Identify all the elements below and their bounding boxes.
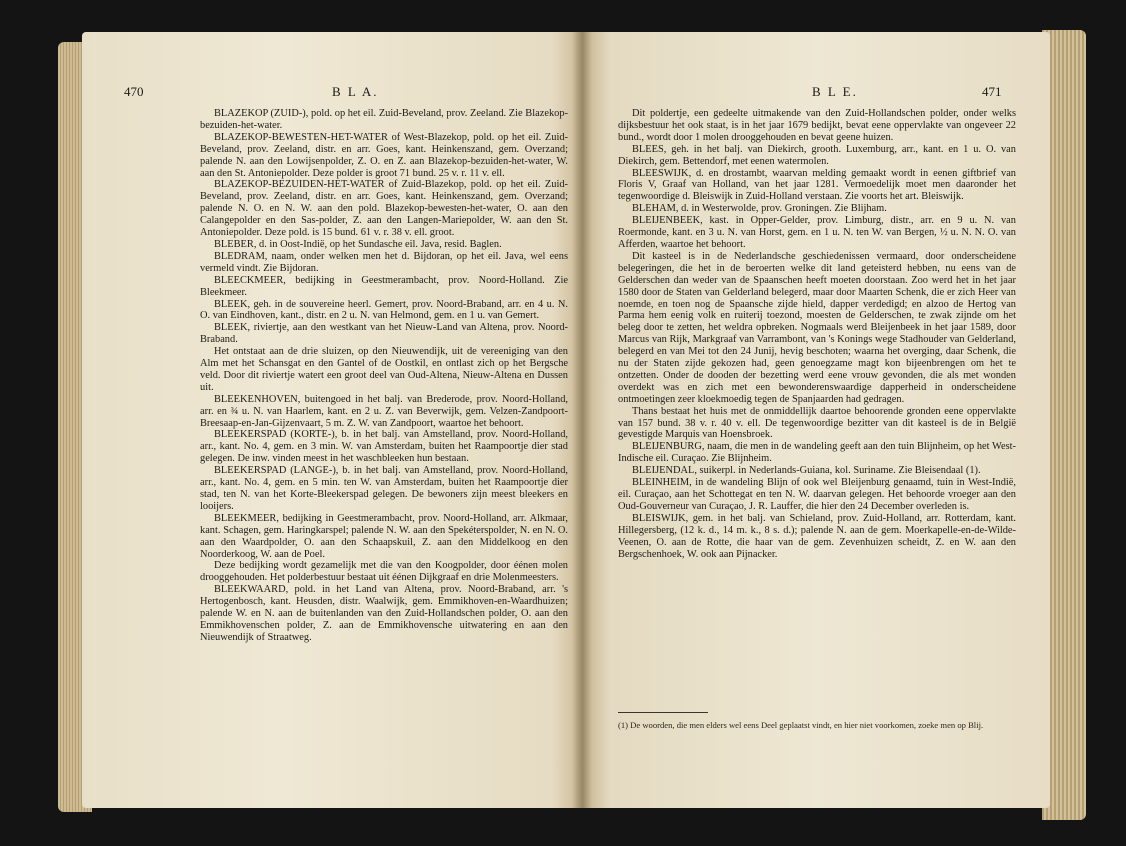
entry-paragraph: BLAZEKOP-BEWESTEN-HET-WATER of West-Blazekop, pold. op het eil. Zuid-Beveland, prov. Zeeland, distr. en arr. Goes, kant. Heinkenszand, gem. Overzand; palende N. aan den Lowijsenpolder, Z. O. en Z. aan Blazekop-bezuiden-het-water, W. aan den St. Antoniepolder. Deze polder is groot 71 bund. 25 v. r. 11 v. ell. [200,131,568,179]
entry-paragraph: BLEESWIJK, d. en drostambt, waarvan melding gemaakt wordt in eenen giftbrief van Floris V, Graaf van Holland, van het jaar 1281. Vermoedelijk moet men daaronder het tegenwoordige d. Bleiswijk in Zuid-Holland verstaan. Zie voorts het art. Bleiswijk. [618,167,1016,203]
entry-paragraph: Thans bestaat het huis met de onmiddellijk daartoe behoorende gronden eene oppervlakte van 157 bund. 38 v. r. 40 v. ell. De tegenwoordige bezitter van dit kasteel is de in België gevestigde Marquis van Hoensbroek. [618,405,1016,441]
entry-paragraph: BLEEK, riviertje, aan den westkant van het Nieuw-Land van Altena, prov. Noord-Braband. [200,322,568,346]
open-book [58,22,1086,822]
right-running-head: B L E. [812,84,858,99]
entry-paragraph: BLEISWIJK, gem. in het balj. van Schieland, prov. Zuid-Holland, arr. Rotterdam, kant. Hillegersberg, (12 k. d., 14 m. k., 8 s. d.); palende N. aan de gem. Moerkapelle-en-de-Wilde-Veenen, O. aan de Rotte, die haar van de gem. Zevenhuizen scheidt, Z. en W. aan den Bergschenhoek, W. ook aan Pijnacker. [618,512,1016,560]
entry-paragraph: Dit kasteel is in de Nederlandsche geschiedenissen vermaard, door onderscheidene belegeringen, die het in de beroerten welke dit land geteisterd hebben, nu eens van de Gelderschen dan weder van de Spaanschen heeft moeten doorstaan. Zoo werd het in het jaar 1580 door de Staten van Gelderland belegerd, maar door Maarten Schenk, die er zich Heer van noemde, en toen nog de Spaansche zijde hield, dapper verdedigd; en alzoo de Hertog van Parma hem eenig volk en ruiterij toezond, moesten de Gelderschen, te zwak zijnde om het beleg door te zetten, het weldra opbreken. Nogmaals werd Bleijenbeek in het jaar 1589, door Marcus van Rijk, Markgraaf van Varrambont, van 's Konings wege Stadhouder van Gelderland, belegerd en van Mei tot den 24 Junij, hevig beschoten; waarna het overging, daar Schenk, die nu der Staten zijde gekozen had, geen genoegzame magt kon bijeenbrengen om het te ontzetten. Onder de dooden der bezetting werd eene vrouw gevonden, die als met wonden overdekt was en zich met een bewonderenswaardige dapperheid in onderscheidene ontmoetingen zeer kloekmoedig tegen de Spanjaarden had gedragen. [618,250,1016,405]
left-page-number: 470 [124,84,144,99]
entry-paragraph: BLEEKENHOVEN, buitengoed in het balj. van Brederode, prov. Noord-Holland, arr. en ¾ u. N. van Haarlem, kant. en 2 u. Z. van Beverwijk, gem. Velzen-Zandpoort-Breesaap-en-Jan-Gijzenvaart, 5 m. Z. W. van Zandpoort, waartoe het behoort. [200,393,568,429]
entry-paragraph: BLEINHEIM, in de wandeling Blijn of ook wel Bleijenburg genaamd, tuin in West-Indië, eil. Curaçao, aan het Schottegat en ten N. W. daarvan gelegen. Het behoorde vroeger aan den Oud-Gouverneur van Curaçao, J. R. Lauffer, die hier den 24 December overleden is. [618,477,1016,512]
entry-paragraph: BLEDRAM, naam, onder welken men het d. Bijdoran, op het eil. Java, wel eens vermeld vindt. Zie Bijdoran. [200,250,568,274]
left-page [82,32,582,808]
entry-paragraph: BLAZEKOP-BEZUIDEN-HET-WATER of Zuid-Blazekop, pold. op het eil. Zuid-Beveland, prov. Zeeland, distr. en arr. Goes, kant. Heinkenszand, gem. Overzand; palende N. O. en N. W. aan den pold. Blazekop-bewesten-het-water, O. aan den Calangepolder en den Sas-polder, Z. aan den Langen-Mariepolder, W. aan den St. Antoniepolder. Deze pold. is 15 bund. 61 v. r. 38 v. ell. groot. [200,179,568,239]
entry-paragraph: Deze bedijking wordt gezamelijk met die van den Koogpolder, door éénen molen drooggehouden. Het polderbestuur bestaat uit éénen Dijkgraaf en drie Molenmeesters. [200,560,568,584]
left-page-text [200,108,568,644]
entry-paragraph: Dit poldertje, een gedeelte uitmakende van den Zuid-Hollandschen polder, onder welks dijksbestuur het ook staat, is in het jaar 1679 bedijkt, bevat eene oppervlakte van ongeveer 22 bund., wordt door 1 molen drooggehouden en bevat geene huizen. [618,108,1016,143]
entry-paragraph: BLEECKMEER, bedijking in Geestmerambacht, prov. Noord-Holland. Zie Bleekmeer. [200,274,568,298]
left-running-head: B L A. [332,84,379,99]
entry-paragraph: BLEEKMEER, bedijking in Geestmerambacht, prov. Noord-Holland, arr. Alkmaar, kant. Schagen, gem. Haringkarspel; palende N. W. aan den Spekéterspolder, N. en N. O. aan den Waardpolder, O. aan den Schaapskuil, Z. aan den Middelkoog en den Noorderkoog, W. aan de Poel. [200,512,568,560]
footnote-rule [618,712,708,713]
right-page [582,32,1050,808]
entry-paragraph: Het ontstaat aan de drie sluizen, op den Nieuwendijk, uit de vereeniging van den Alm met het Schansgat en den Gantel of de Oostkil, en ontlast zich op het Bergsche veld. Door dit riviertje watert een groot deel van Oud-Altena, Nieuw-Altena en Dussen uit. [200,346,568,393]
entry-paragraph: BLEIJENDAL, suikerpl. in Nederlands-Guiana, kol. Suriname. Zie Bleisendaal (1). [632,465,981,477]
entry-paragraph: BLEEK, geh. in de souvereine heerl. Gemert, prov. Noord-Braband, arr. en 4 u. N. O. van Eindhoven, kant., distr. en 2 u. N. van Helmond, gem. en 1 u. van Gemert. [200,298,568,322]
entry-paragraph: BLEIJENBURG, naam, die men in de wandeling geeft aan den tuin Blijnheim, op het West-Indische eil. Curaçao. Zie Blijnheim. [618,441,1016,465]
book-gutter [572,32,592,808]
entry-paragraph: BLEHAM, d. in Westerwolde, prov. Groningen. Zie Blijham. [632,203,887,215]
right-page-text [618,108,1016,560]
entry-paragraph: BLEEKWAARD, pold. in het Land van Altena, prov. Noord-Braband, arr. 's Hertogenbosch, kant. Heusden, distr. Waalwijk, gem. Emmikhoven-en-Waardhuizen; palende W. en N. aan de buitenlanden van den Zuid-Hollandschen polder, O. aan den Emmikhovenschen polder, Z. aan de Emmikhovensche uitwatering en aan den Nieuwendijk of Straatweg. [200,584,568,643]
entry-paragraph: BLEEKERSPAD (LANGE-), b. in het balj. van Amstelland, prov. Noord-Holland, arr., kant. No. 4, gem. en 5 min. ten W. van Amsterdam, buiten het Raampoortje dier stad, ten N. van het Korte-Bleekerspad gelegen. De bewoners zijn meest bleekers en looijers. [200,465,568,512]
footnote: (1) De woorden, die men elders wel eens Deel geplaatst vindt, en hier niet voorkomen, zoeke men op Blij. [618,720,984,730]
entry-paragraph: BLEIJENBEEK, kast. in Opper-Gelder, prov. Limburg, distr., arr. en 9 u. N. van Roermonde, kant. en 3 u. N. van Horst, gem. en 1 u. N. ten W. van Bergen, ½ u. N. N. O. van Afferden, waartoe het behoort. [618,215,1016,250]
entry-paragraph: BLEBER, d. in Oost-Indië, op het Sundasche eil. Java, resid. Baglen. [214,238,502,250]
entry-paragraph: BLEEKERSPAD (KORTE-), b. in het balj. van Amstelland, prov. Noord-Holland, arr., kant. No. 4, gem. en 3 min. W. van Amsterdam, buiten het Raampoortje dier stad gelegen. De inw. vinden meest in het waschbleeken hun bestaan. [200,429,568,465]
entry-paragraph: BLEES, geh. in het balj. van Diekirch, grooth. Luxemburg, arr., kant. en 1 u. O. van Diekirch, gem. Bettendorf, met eenen watermolen. [618,143,1016,167]
right-page-number: 471 [982,84,1002,99]
entry-paragraph: BLAZEKOP (ZUID-), pold. op het eil. Zuid-Beveland, prov. Zeeland. Zie Blazekop-bezuiden-het-water. [200,108,568,131]
